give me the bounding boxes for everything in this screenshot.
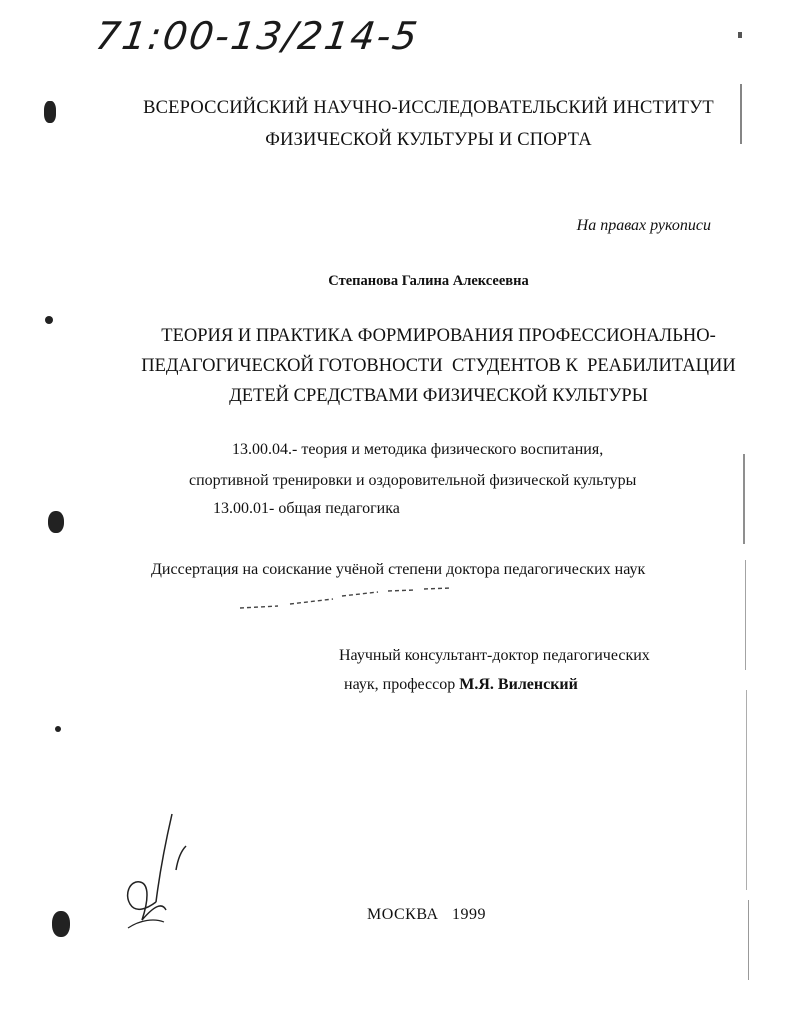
scan-hole-mark bbox=[52, 911, 70, 937]
scan-dot-mark bbox=[738, 32, 742, 38]
scan-dot-mark bbox=[55, 726, 61, 732]
thesis-title-line1: ТЕОРИЯ И ПРАКТИКА ФОРМИРОВАНИЯ ПРОФЕССИОНАЛЬНО- bbox=[161, 326, 716, 346]
city-year: МОСКВА 1999 bbox=[367, 906, 487, 923]
scan-edge-streak bbox=[740, 84, 742, 144]
thesis-title-line2: ПЕДАГОГИЧЕСКОЙ ГОТОВНОСТИ СТУДЕНТОВ К РЕАБИЛИТАЦИИ bbox=[141, 356, 736, 376]
specialty-line2: спортивной тренировки и оздоровительной физической культуры bbox=[189, 472, 637, 489]
rights-note: На правах рукописи bbox=[576, 217, 711, 234]
thesis-title-line3: ДЕТЕЙ СРЕДСТВАМИ ФИЗИЧЕСКОЙ КУЛЬТУРЫ bbox=[229, 386, 648, 406]
specialty-line3: 13.00.01- общая педагогика bbox=[213, 500, 400, 517]
dissertation-statement: Диссертация на соискание учёной степени доктора педагогических наук bbox=[151, 561, 646, 578]
scan-edge-streak bbox=[748, 900, 749, 980]
signature-mark bbox=[120, 810, 200, 935]
institute-name-line1: ВСЕРОССИЙСКИЙ НАУЧНО-ИССЛЕДОВАТЕЛЬСКИЙ ИНСТИТУТ bbox=[143, 98, 714, 118]
institute-name-line2: ФИЗИЧЕСКОЙ КУЛЬТУРЫ И СПОРТА bbox=[265, 130, 592, 150]
scan-edge-streak bbox=[743, 454, 745, 544]
scan-edge-streak bbox=[746, 690, 747, 890]
scan-hole-mark bbox=[48, 511, 64, 533]
scan-scribble-mark bbox=[238, 582, 458, 612]
author-name: Степанова Галина Алексеевна bbox=[328, 273, 529, 289]
scan-edge-streak bbox=[745, 560, 746, 670]
consultant-line1: Научный консультант-доктор педагогических bbox=[339, 647, 650, 664]
scan-dot-mark bbox=[45, 316, 53, 324]
consultant-line2 bbox=[344, 676, 578, 694]
specialty-line1: 13.00.04.- теория и методика физического воспитания, bbox=[232, 441, 604, 458]
consultant-title: наук, профессор bbox=[344, 676, 460, 693]
scan-hole-mark bbox=[44, 101, 56, 123]
archive-number-handwritten: 71:00-13/214-5 bbox=[92, 14, 422, 58]
consultant-name: М.Я. Виленский bbox=[459, 676, 578, 693]
